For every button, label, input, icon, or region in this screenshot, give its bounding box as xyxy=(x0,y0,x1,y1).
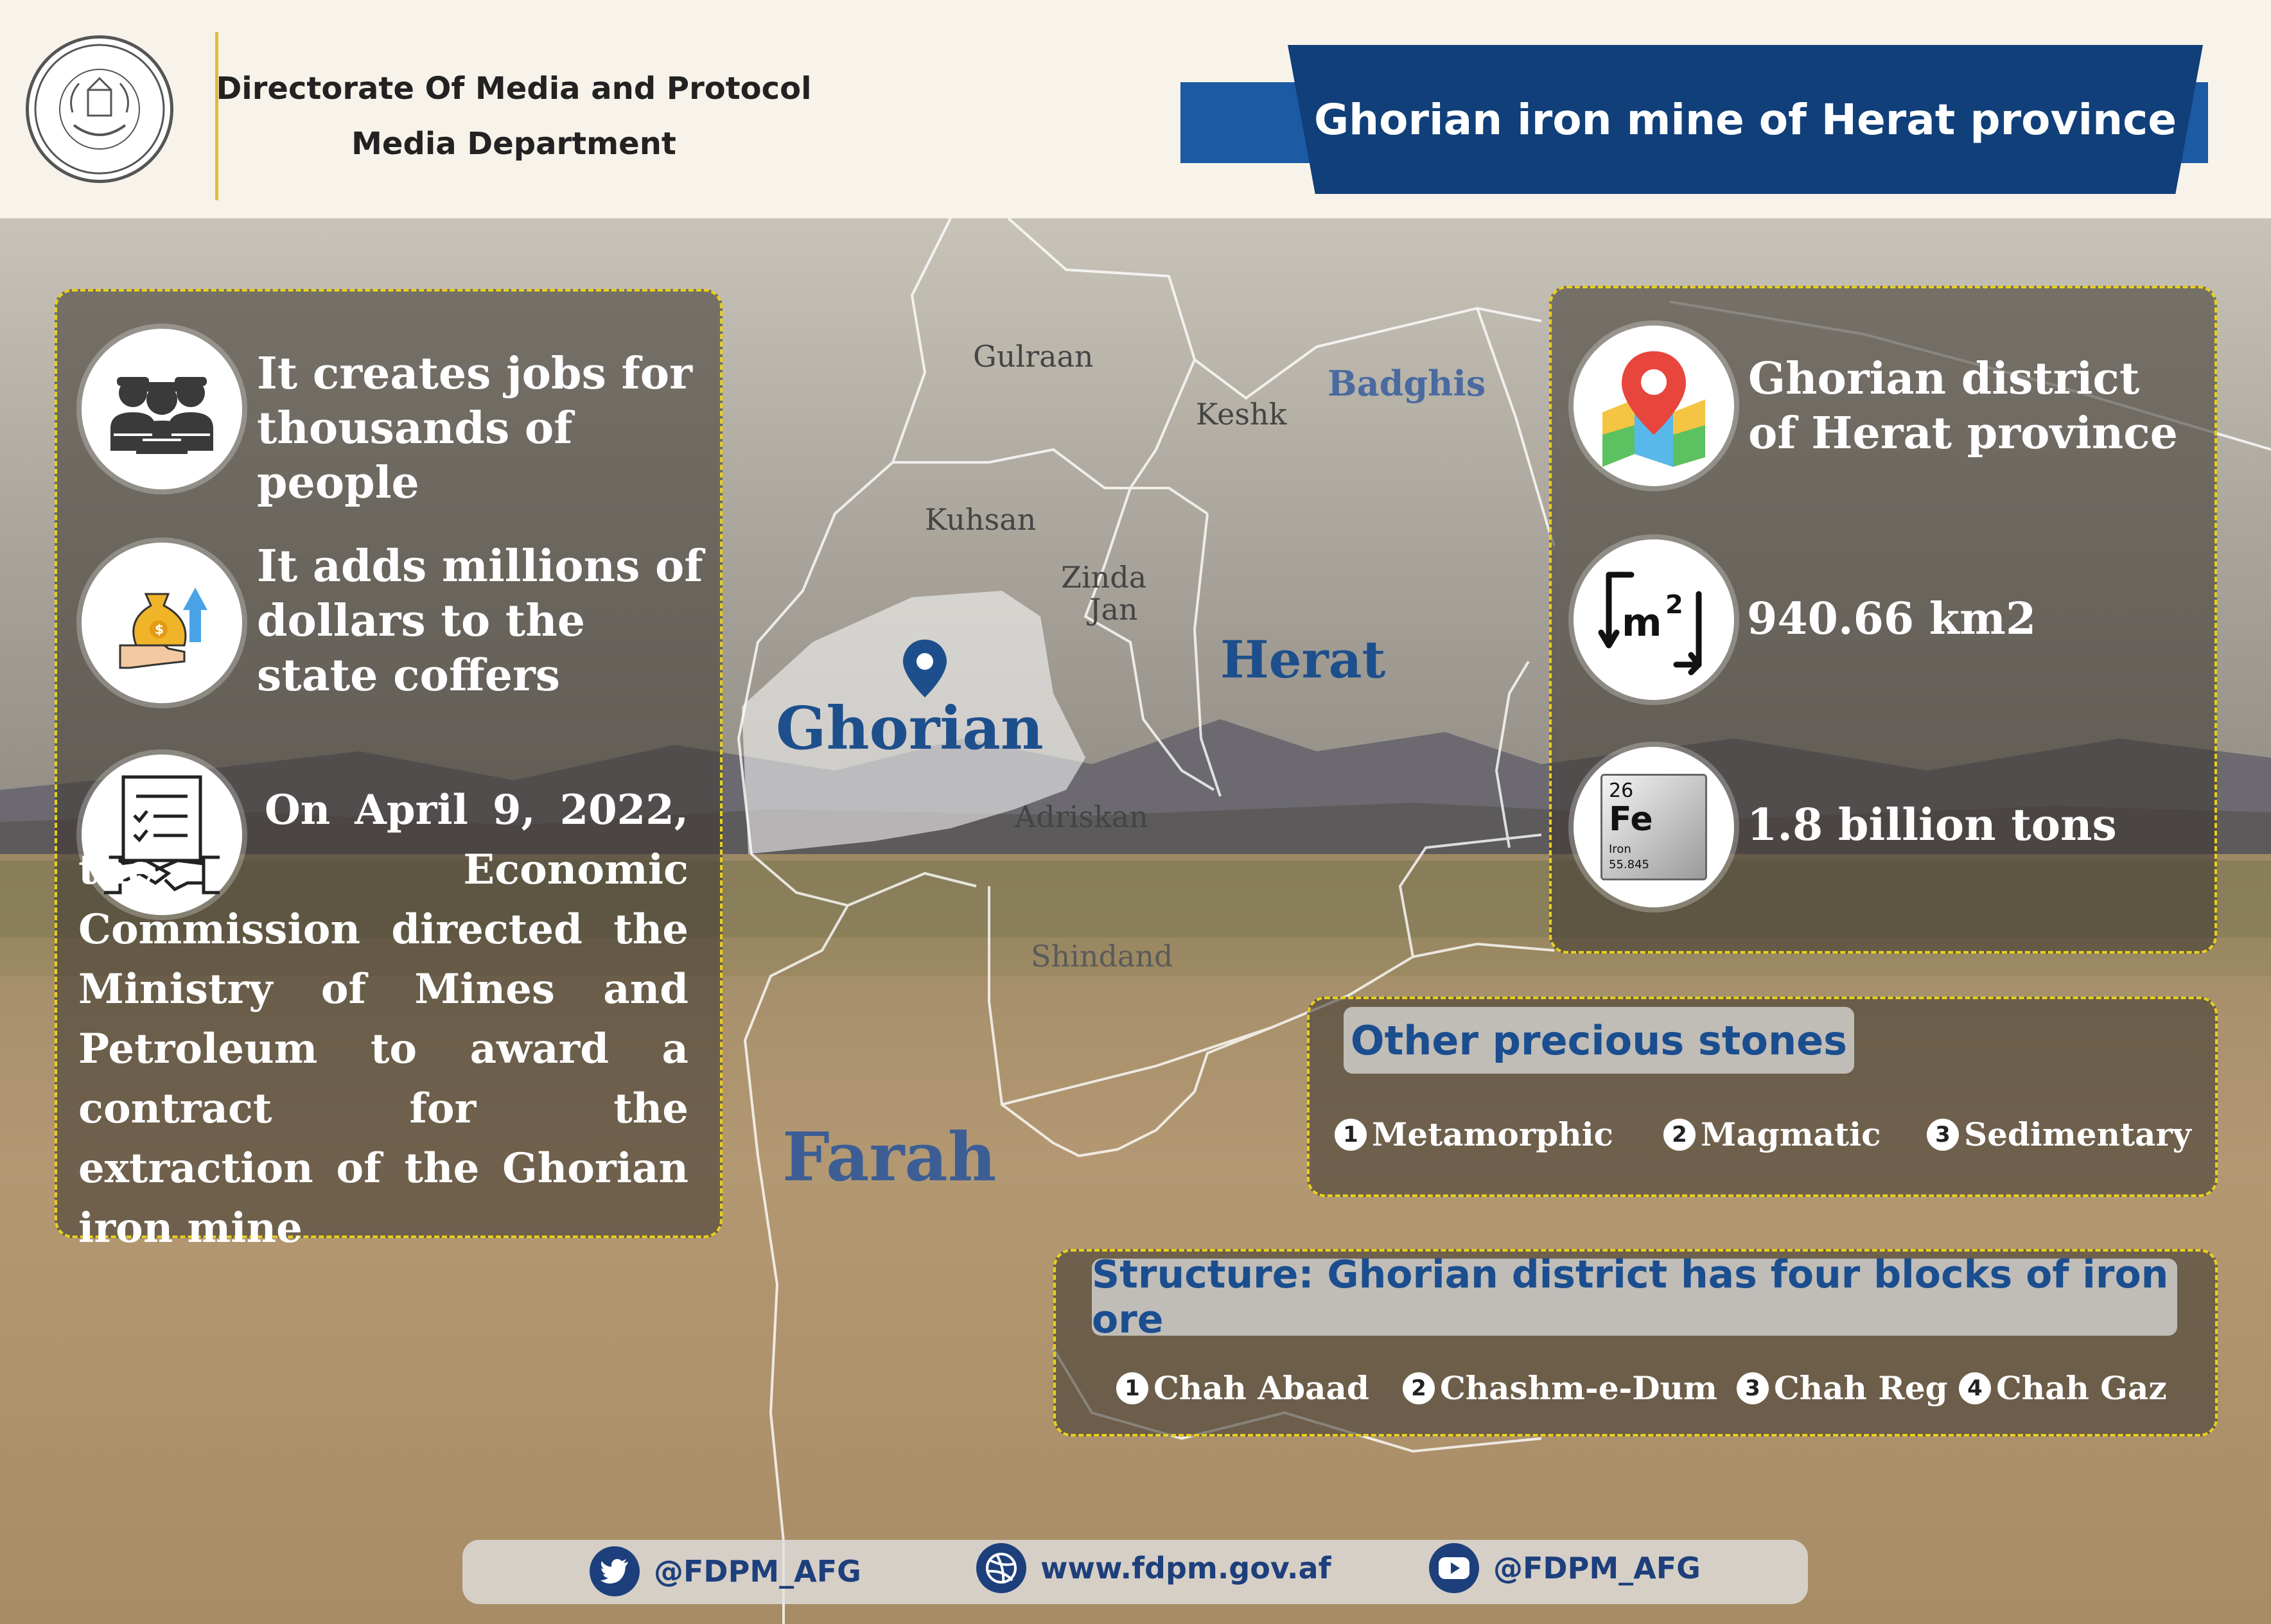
reserve-text: 1.8 billion tons xyxy=(1747,799,2117,851)
map-pin-icon xyxy=(1593,345,1715,467)
workers-icon-circle xyxy=(82,329,242,489)
map-label-jan: Jan xyxy=(1089,592,1138,627)
block-item xyxy=(1116,1369,1369,1407)
website-link[interactable] xyxy=(976,1543,1331,1593)
block-label: Chah Abaad xyxy=(1153,1369,1369,1407)
svg-text:$: $ xyxy=(155,622,164,637)
map-label-gulraan: Gulraan xyxy=(973,339,1094,374)
block-item xyxy=(1403,1369,1717,1407)
header-divider xyxy=(215,32,218,200)
stone-number-badge: 3 xyxy=(1927,1119,1959,1151)
stone-item xyxy=(1927,1115,2191,1153)
element-symbol: Fe xyxy=(1609,800,1653,839)
map-label-herat: Herat xyxy=(1220,629,1386,690)
workers-icon xyxy=(98,364,226,454)
block-number-badge: 4 xyxy=(1959,1372,1991,1404)
money-icon-circle xyxy=(82,543,242,703)
youtube-icon xyxy=(1429,1543,1479,1593)
department-title: Media Department xyxy=(351,126,676,162)
page-title: Ghorian iron mine of Herat province xyxy=(1313,94,2177,144)
block-item xyxy=(1737,1369,1948,1407)
government-seal xyxy=(26,35,173,183)
seal-emblem-icon xyxy=(29,39,170,180)
globe-icon xyxy=(976,1543,1026,1593)
youtube-handle: @FDPM_AFG xyxy=(1493,1551,1701,1585)
map-label-badghis: Badghis xyxy=(1328,363,1486,404)
youtube-link[interactable] xyxy=(1429,1543,1701,1593)
stone-number-badge: 1 xyxy=(1335,1119,1367,1151)
stone-label: Metamorphic xyxy=(1372,1115,1614,1153)
website-url: www.fdpm.gov.af xyxy=(1040,1551,1331,1585)
map-label-shindand: Shindand xyxy=(1031,939,1173,974)
element-number: 26 xyxy=(1609,780,1634,802)
map-label-zinda: Zinda xyxy=(1061,560,1147,595)
svg-text:m: m xyxy=(1622,600,1662,645)
twitter-link[interactable] xyxy=(590,1546,861,1596)
map-label-keshk: Keshk xyxy=(1196,397,1287,432)
iron-element-icon xyxy=(1600,774,1707,880)
directorate-title: Directorate Of Media and Protocol xyxy=(216,71,812,107)
location-text: Ghorian district of Herat province xyxy=(1748,353,2178,459)
location-icon-circle xyxy=(1574,326,1734,486)
stone-item xyxy=(1663,1115,1881,1153)
block-number-badge: 1 xyxy=(1116,1372,1148,1404)
area-icon-circle xyxy=(1574,539,1734,700)
element-name: Iron xyxy=(1609,843,1631,856)
structure-title: Structure: Ghorian district has four blocks of iron ore xyxy=(1092,1259,2177,1336)
money-text: It adds millions of dollars to the state coffers xyxy=(257,541,703,701)
stones-title: Other precious stones xyxy=(1344,1007,1854,1074)
iron-icon-circle xyxy=(1574,747,1734,907)
map-label-adriskan: Adriskan xyxy=(1015,799,1148,834)
area-text: 940.66 km2 xyxy=(1747,593,2037,645)
block-label: Chashm-e-Dum xyxy=(1440,1369,1717,1407)
stone-number-badge: 2 xyxy=(1663,1119,1696,1151)
stone-item xyxy=(1335,1115,1613,1153)
element-mass: 55.845 xyxy=(1609,858,1649,871)
map-label-kuhsan: Kuhsan xyxy=(925,502,1037,537)
block-number-badge: 2 xyxy=(1403,1372,1435,1404)
block-label: Chah Reg xyxy=(1774,1369,1948,1407)
svg-text:2: 2 xyxy=(1665,590,1683,620)
money-bag-growth-icon xyxy=(107,568,216,677)
map-label-ghorian: Ghorian xyxy=(776,694,1044,763)
block-item xyxy=(1959,1369,2167,1407)
block-number-badge: 3 xyxy=(1737,1372,1769,1404)
square-meter-icon xyxy=(1596,562,1712,677)
twitter-icon xyxy=(590,1546,640,1596)
map-label-farah: Farah xyxy=(782,1117,997,1196)
block-label: Chah Gaz xyxy=(1996,1369,2167,1407)
stone-label: Sedimentary xyxy=(1964,1115,2191,1153)
stone-label: Magmatic xyxy=(1701,1115,1881,1153)
jobs-text: It creates jobs for thousands of people xyxy=(257,348,692,509)
twitter-handle: @FDPM_AFG xyxy=(654,1554,861,1589)
contract-text: On April 9, 2022, the Economic Commission directed the Ministry of Mines and Petroleum to award a contract for the extraction of the Ghorian iron mine xyxy=(78,786,688,1252)
location-pin-icon xyxy=(899,637,951,701)
